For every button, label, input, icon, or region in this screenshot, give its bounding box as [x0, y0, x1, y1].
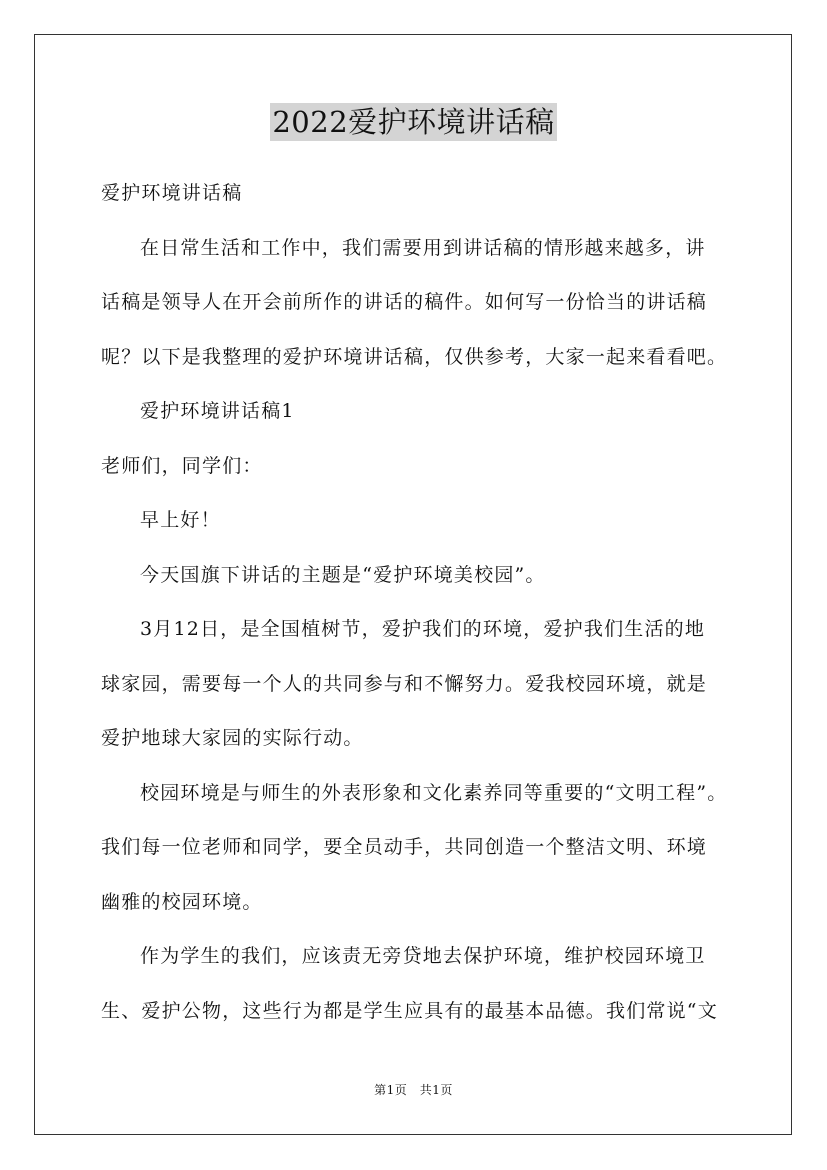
greeting-line: 早上好！ — [140, 509, 221, 531]
section-heading: 爱护环境讲话稿1 — [140, 400, 295, 422]
body-line: 幽雅的校园环境。 — [101, 891, 263, 913]
body-line: 呢？以下是我整理的爱护环境讲话稿，仅供参考，大家一起来看看吧。 — [101, 346, 728, 368]
body-line: 球家园，需要每一个人的共同参与和不懈努力。爱我校园环境，就是 — [101, 673, 708, 695]
body-line: 在日常生活和工作中，我们需要用到讲话稿的情形越来越多，讲 — [140, 237, 706, 259]
body-line: 校园环境是与师生的外表形象和文化素养同等重要的“文明工程”。 — [140, 782, 728, 804]
body-line: 作为学生的我们，应该责无旁贷地去保护环境，维护校园环境卫 — [140, 945, 706, 967]
body-line: 生、爱护公物，这些行为都是学生应具有的最基本品德。我们常说“文 — [101, 1000, 718, 1022]
document-title: 2022爱护环境讲话稿 — [272, 105, 555, 139]
body-line: 3月12日，是全国植树节，爱护我们的环境，爱护我们生活的地 — [140, 618, 706, 640]
title-container — [0, 103, 827, 141]
salutation-line: 老师们，同学们： — [101, 455, 263, 477]
page-number: 第1页 共1页 — [374, 1083, 453, 1097]
body-line: 爱护地球大家园的实际行动。 — [101, 727, 364, 749]
body-line: 我们每一位老师和同学，要全员动手，共同创造一个整洁文明、环境 — [101, 836, 708, 858]
subtitle-line: 爱护环境讲话稿 — [101, 182, 243, 204]
body-line: 话稿是领导人在开会前所作的讲话的稿件。如何写一份恰当的讲话稿 — [101, 291, 708, 313]
body-line: 今天国旗下讲话的主题是“爱护环境美校园”。 — [140, 564, 546, 586]
